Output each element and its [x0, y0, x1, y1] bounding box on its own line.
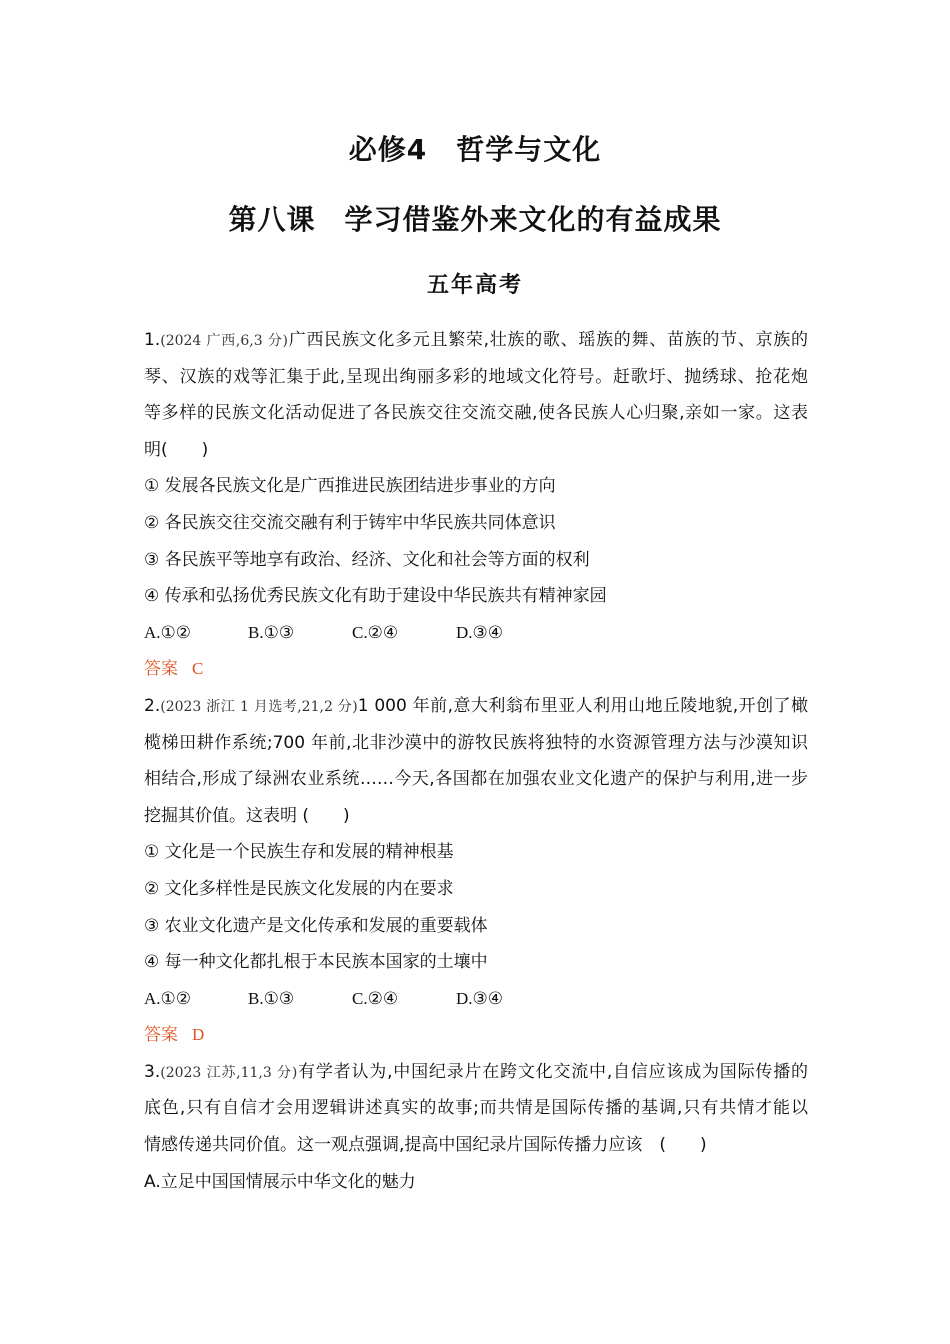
question-stem-line: 榄梯田耕作系统;700 年前,北非沙漠中的游牧民族将独特的水资源管理方法与沙漠知识: [144, 732, 808, 753]
question-number: 2.: [144, 695, 161, 716]
statement-item: ② 文化多样性是民族文化发展的内在要求: [144, 878, 454, 899]
question-stem-line: 相结合,形成了绿洲农业系统……今天,各国都在加强农业文化遗产的保护与利用,进一步: [144, 769, 808, 790]
question-stem-line: 挖掘其价值。这表明 ( ): [144, 805, 350, 826]
option-a: A.①②: [144, 988, 192, 1008]
answer-label: 答案: [144, 659, 178, 680]
question-stem-line: 2.(2023 浙江 1 月选考,21,2 分)1 000 年前,意大利翁布里亚人利用山地丘陵地貌,开创了橄: [144, 695, 808, 716]
option-d: D.③④: [456, 622, 504, 642]
question-source: (2023 江苏,11,3 分): [160, 1064, 298, 1081]
question-source: (2024 广西,6,3 分): [160, 333, 289, 349]
answer-options: [144, 981, 808, 1018]
statement-item: ④ 每一种文化都扎根于本民族本国家的土壤中: [144, 952, 488, 973]
statement-item: ④ 传承和弘扬优秀民族文化有助于建设中华民族共有精神家园: [144, 586, 607, 607]
question-stem-line: 1.(2024 广西,6,3 分)广西民族文化多元且繁荣,壮族的歌、瑶族的舞、苗族的节、京族的: [144, 330, 809, 350]
question-stem-line: 底色,只有自信才会用逻辑讲述真实的故事;而共情是国际传播的基调,只有共情才能以: [144, 1098, 808, 1119]
answer-options: [144, 615, 808, 652]
question-stem-line: 琴、汉族的戏等汇集于此,呈现出绚丽多彩的地域文化符号。赶歌圩、抛绣球、抢花炮: [144, 366, 808, 387]
question-3: [144, 1054, 808, 1200]
answer-line: [144, 651, 808, 688]
answer-value: C: [192, 659, 204, 679]
lesson-title: 第八课 学习借鉴外来文化的有益成果: [228, 203, 722, 236]
question-stem-line: 等多样的民族文化活动促进了各民族交往交流交融,使各民族人心归聚,亲如一家。这表: [144, 403, 808, 424]
question-number: 1.: [144, 330, 161, 350]
question-source: (2023 浙江 1 月选考,21,2 分): [160, 698, 358, 715]
question-1: [144, 322, 808, 688]
option-b: B.①③: [248, 622, 295, 642]
option-c: C.②④: [352, 988, 399, 1008]
option-c: C.②④: [352, 622, 399, 642]
question-stem-line: 3.(2023 江苏,11,3 分)有学者认为,中国纪录片在跨文化交流中,自信应该成为国际传播的: [144, 1061, 808, 1082]
question-stem-line: 明( ): [144, 439, 209, 460]
question-stem-line: 情感传递共同价值。这一观点强调,提高中国纪录片国际传播力应该 ( ): [144, 1135, 707, 1156]
answer-label: 答案: [144, 1025, 178, 1046]
answer-value: D: [192, 1025, 205, 1045]
question-number: 3.: [144, 1061, 161, 1082]
statement-item: ② 各民族交往交流交融有利于铸牢中华民族共同体意识: [144, 512, 556, 533]
option-a: A.①②: [144, 622, 192, 642]
statement-item: ① 文化是一个民族生存和发展的精神根基: [144, 842, 454, 863]
book-title: 必修4 哲学与文化: [348, 133, 602, 166]
option-d: D.③④: [456, 988, 504, 1008]
option-b: B.①③: [248, 988, 295, 1008]
statement-item: ③ 各民族平等地享有政治、经济、文化和社会等方面的权利: [144, 549, 590, 570]
statement-item: ① 发展各民族文化是广西推进民族团结进步事业的方向: [144, 476, 556, 497]
question-list: [144, 322, 808, 1200]
option-a: A.立足中国国情展示中华文化的魅力: [144, 1171, 416, 1192]
answer-line: [144, 1017, 808, 1054]
statement-item: ③ 农业文化遗产是文化传承和发展的重要载体: [144, 915, 488, 936]
section-title: 五年高考: [426, 273, 523, 298]
question-2: [144, 688, 808, 1054]
